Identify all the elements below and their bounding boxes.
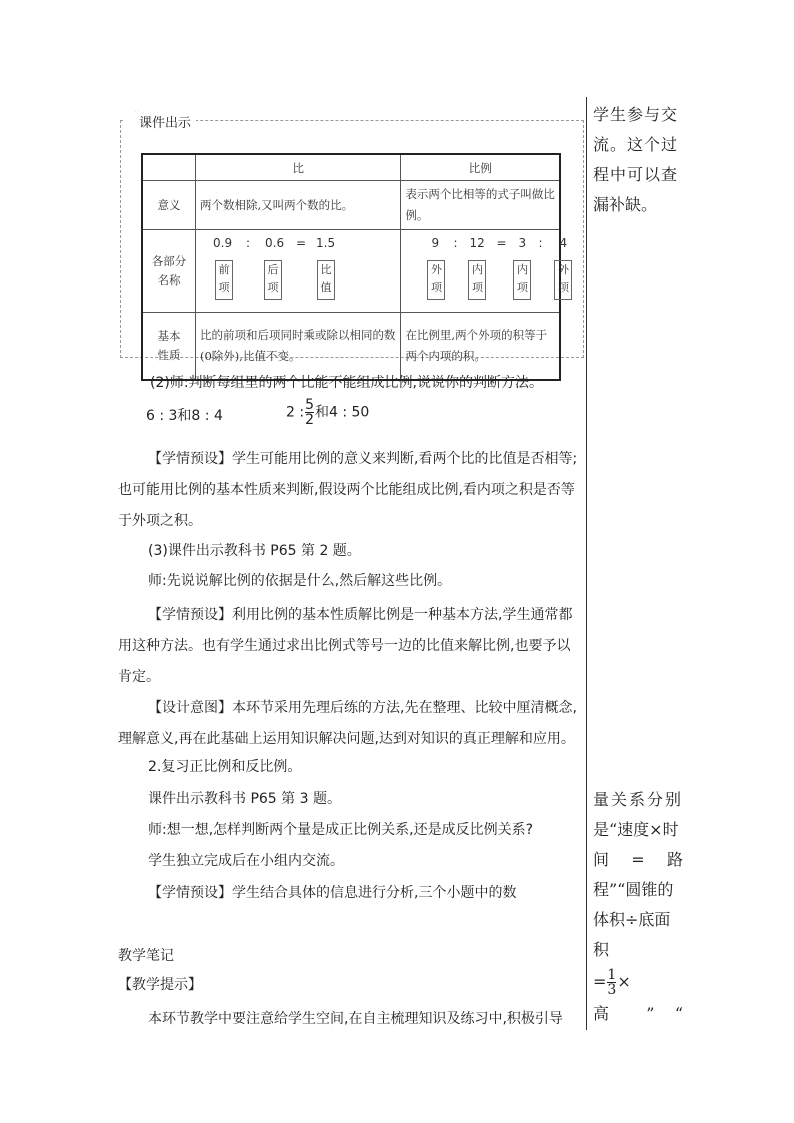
row-label-line: 名称 <box>157 273 181 287</box>
review-heading: 2.复习正比例和反比例。 <box>148 759 302 775</box>
label-antecedent <box>215 260 233 300</box>
cell-parts-proportion <box>401 230 569 313</box>
label-char: 外 <box>557 263 569 276</box>
design-intent-paragraph: 【设计意图】本环节采用先理后练的方法,先在整理、比较中厘清概念,理解意义,再在此基础上运用知识解决问题,达到对知识的真正理解和应用。 <box>118 700 577 747</box>
fraction-numerator: 1 <box>607 967 617 983</box>
side-note-line: 程中可以查 <box>593 165 679 184</box>
label-char: 项 <box>471 281 483 294</box>
side-note-line: 流。这个过 <box>593 135 679 154</box>
fraction-five-halves <box>305 398 314 427</box>
side-note-word: × <box>617 972 631 991</box>
side-note-word: “ <box>674 1004 683 1023</box>
side-note-quotes <box>646 999 683 1029</box>
row-label-basic <box>142 313 196 381</box>
table-corner <box>142 154 196 181</box>
label-char: 值 <box>320 281 332 294</box>
teaching-notes-title: 教学笔记 <box>118 948 174 964</box>
cell-meaning-proportion: 表示两个比相等的式子叫做比例。 <box>401 181 560 230</box>
proportion-equals: = <box>496 236 507 250</box>
student-activity: 学生独立完成后在小组内交流。 <box>148 853 344 869</box>
preset-paragraph-1: 【学情预设】学生可能用比例的意义来判断,看两个比的比值是否相等;也可能用比例的基本性质来判断,假设两个比能组成比例,看内项之积是否等于外项之积。 <box>118 451 578 529</box>
label-ratio-value <box>317 260 335 300</box>
ratio-group-2 <box>286 398 486 427</box>
label-outer-term <box>554 260 572 300</box>
label-char: 内 <box>471 263 483 276</box>
side-note-word: 路 <box>666 850 683 869</box>
question-2: (2)师:判断每组里的两个比能不能组成比例,说说你的判断方法。 <box>150 375 543 391</box>
cell-parts-ratio <box>196 230 401 313</box>
ratio-term: 0.6 <box>265 236 285 250</box>
row-label-line: 基本 <box>157 329 181 343</box>
label-char: 外 <box>430 263 442 276</box>
side-note-line: 程”“圆锥的 <box>593 880 674 899</box>
cell-meaning-ratio: 两个数相除,又叫两个数的比。 <box>196 181 401 230</box>
fraction-denominator: 2 <box>305 412 314 428</box>
group-2-prefix: 2 : <box>286 404 305 421</box>
fraction-numerator: 5 <box>305 397 314 413</box>
courseware-title: 课件出示 <box>125 112 196 131</box>
teaching-tips-title: 【教学提示】 <box>118 977 202 993</box>
cell-basic-ratio: 比的前项和后项同时乘或除以相同的数(0除外),比值不变。 <box>196 313 401 381</box>
preset-paragraph-2: 【学情预设】利用比例的基本性质解比例是一种基本方法,学生通常都用这种方法。也有学生通过求出比例式等号一边的比值来解比例,也要予以肯定。 <box>118 607 573 685</box>
side-note-word: = <box>593 972 607 991</box>
side-note-line: 学生参与交 <box>593 105 679 124</box>
ratio-value: 1.5 <box>316 236 336 250</box>
side-note-word: = <box>631 850 645 869</box>
side-note-line: 量关系分别 <box>593 790 684 809</box>
proportion-colon: : <box>453 236 458 250</box>
side-note-bottom <box>593 785 683 1029</box>
courseware-p65-3: 课件出示教科书 P65 第 3 题。 <box>148 791 341 807</box>
row-label-parts <box>142 230 196 313</box>
label-char: 前 <box>218 263 230 276</box>
proportion-term: 12 <box>469 236 485 250</box>
label-char: 内 <box>516 263 528 276</box>
table-header-proportion: 比例 <box>401 154 560 181</box>
side-note-word: 间 <box>593 850 610 869</box>
label-consequent <box>264 260 282 300</box>
preset-paragraph-3: 【学情预设】学生结合具体的信息进行分析,三个小题中的数 <box>148 885 517 901</box>
label-char: 项 <box>267 281 279 294</box>
proportion-term: 4 <box>559 236 568 250</box>
label-inner-term <box>468 260 486 300</box>
label-char: 项 <box>557 281 569 294</box>
side-note-line: 体积÷底面积 <box>593 910 671 959</box>
ratio-term: 0.9 <box>213 236 233 250</box>
proportion-colon: : <box>538 236 543 250</box>
side-note-line: 漏补缺。 <box>593 195 658 214</box>
label-outer-term <box>427 260 445 300</box>
ratio-equals: = <box>296 236 307 250</box>
label-char: 项 <box>218 281 230 294</box>
group-2-suffix: 和4 : 50 <box>315 404 370 421</box>
comparison-table <box>141 153 569 381</box>
side-note-word: ” <box>646 1004 655 1023</box>
side-note-line <box>593 999 683 1029</box>
label-char: 比 <box>320 263 332 276</box>
proportion-term: 3 <box>518 236 527 250</box>
proportion-term: 9 <box>431 236 440 250</box>
side-note-line: 是“速度×时 <box>593 820 679 839</box>
fraction-one-third <box>607 968 616 997</box>
side-note-top <box>593 100 683 220</box>
row-label-line: 性质 <box>157 348 181 362</box>
side-note-word: 高 <box>593 1004 610 1023</box>
row-label-line: 各部分 <box>151 254 187 268</box>
table-header-ratio: 比 <box>196 154 401 181</box>
teacher-instruction-2: 师:想一想,怎样判断两个量是成正比例关系,还是成反比例关系? <box>148 822 534 838</box>
question-3: (3)课件出示教科书 P65 第 2 题。 <box>148 543 361 559</box>
teaching-tips-body: 本环节教学中要注意给学生空间,在自主梳理知识及练习中,积极引导 <box>148 1011 563 1027</box>
label-char: 项 <box>430 281 442 294</box>
label-inner-term <box>513 260 531 300</box>
cell-basic-proportion: 在比例里,两个外项的积等于两个内项的积。 <box>401 313 560 381</box>
ratio-colon: : <box>246 236 251 250</box>
side-note-line <box>593 965 683 999</box>
label-char: 项 <box>516 281 528 294</box>
ratio-group-1: 6 : 3和8 : 4 <box>146 408 223 424</box>
row-label-meaning: 意义 <box>142 181 196 230</box>
fraction-denominator: 3 <box>607 982 617 998</box>
label-char: 后 <box>267 263 279 276</box>
teacher-instruction-1: 师:先说说解比例的依据是什么,然后解这些比例。 <box>148 573 452 589</box>
